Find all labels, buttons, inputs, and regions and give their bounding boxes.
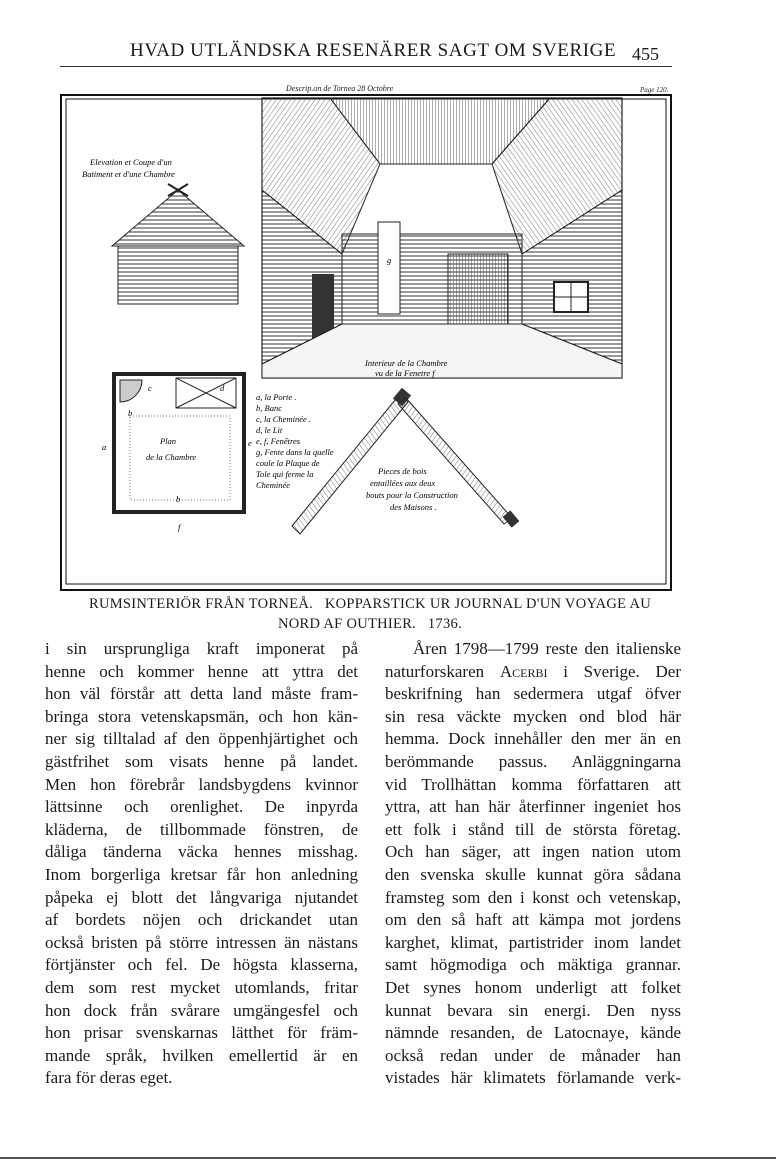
legend-item: Cheminée — [256, 480, 290, 490]
caption-line1: RUMSINTERIÖR FRÅN TORNEÅ. KOPPARSTICK UR JOURNAL D'UN VOYAGE AU — [88, 596, 652, 612]
legend-item: d, le Lit — [256, 425, 283, 435]
body-line: hon dock från svårare umgängesfel och — [45, 1000, 358, 1020]
plan-letter-d: d — [220, 383, 225, 393]
body-line: ner sig tilltalad af den öppenhjärtighet och — [45, 729, 358, 749]
body-line: Och han säger, att ingen nation utom — [385, 842, 681, 862]
beams-label-line: des Maisons . — [390, 502, 437, 512]
plan-letter-b: b — [128, 408, 133, 418]
text-fragment: naturforskaren — [385, 661, 485, 681]
text-fragment: i Sverige. Der — [563, 661, 682, 681]
body-line: Det synes honom underligt att folket — [385, 977, 681, 997]
body-line: yttra, att han här återfinner ingeniet hos — [385, 797, 681, 817]
elevation-label-line2: Batiment et d'une Chambre — [82, 169, 175, 179]
body-line: sin resa väckte mycken ond blod här — [385, 706, 681, 726]
author-name: Acerbi — [499, 661, 548, 681]
body-line: kunnat bevara sin energi. Den nyss — [385, 1000, 681, 1020]
body-line — [385, 661, 681, 684]
body-line: också bristen på större intressen än nästans — [45, 932, 358, 952]
floor-plan-drawing — [102, 374, 252, 532]
body-line: den svenska skulle kunnat göra sådana — [385, 864, 681, 884]
scan-edge — [0, 1157, 776, 1159]
body-line: Men hon förebrår landsbygdens kvinnor — [45, 774, 358, 794]
beams-drawing — [292, 388, 519, 534]
legend-item: a, la Porte . — [256, 392, 297, 402]
beams-label-line: entaillées aux deux — [370, 478, 436, 488]
body-line: förtjänster och fel. De högsta klasserna, — [45, 955, 358, 975]
body-line: vistades här klimatets förlamande verk- — [385, 1068, 681, 1088]
caption-line2: NORD AF OUTHIER. 1736. — [277, 616, 463, 632]
elevation-label-line1: Elevation et Coupe d'un — [90, 157, 172, 167]
body-column-right — [385, 638, 681, 1090]
body-line: i sin ursprungliga kraft imponerat på — [45, 639, 358, 658]
body-line: gästfrihet som visats henne på landet. — [45, 751, 358, 771]
running-head: HVAD UTLÄNDSKA RESENÄRER SAGT OM SVERIGE — [130, 40, 617, 61]
plan-letter-f: f — [178, 522, 181, 532]
page-number: 455 — [632, 44, 659, 64]
body-line: beskrifning han sedermera utgaf öfver — [385, 684, 681, 704]
plan-letter-a: a — [102, 442, 107, 452]
body-line: nämnde resanden, de Latocnaye, kände — [385, 1023, 681, 1043]
body-line: framsteg som den i konst och vetenskap, — [385, 887, 681, 907]
body-line: dåliga tänderna väcka hennes misshag. — [45, 842, 358, 862]
interior-label-line1: Interieur de la Chambre — [365, 358, 448, 368]
body-line: henne och kommer henne att yttra det — [45, 661, 358, 681]
body-line: kläderna, de tillbommade fönstren, de — [45, 819, 358, 839]
body-line: vid Trollhättan komma författaren att — [385, 774, 681, 794]
legend-item: coule la Plaque de — [256, 458, 320, 468]
body-line: af bordets nöjen och drickandet utan — [45, 910, 358, 930]
plate-legend — [256, 392, 334, 490]
body-line: hon prisar svenskarnas lätthet för främ- — [45, 1023, 358, 1043]
body-line: fara för deras eget. — [45, 1068, 173, 1088]
legend-item: b, Banc — [256, 403, 282, 413]
body-line: också redan under de månader han — [385, 1045, 681, 1065]
legend-item: e, f, Fenêtres — [256, 436, 301, 446]
header-rule — [60, 66, 672, 67]
legend-item: Tole qui ferme la — [256, 469, 314, 479]
body-line: karghet, klimat, partistrider inom landet — [385, 932, 681, 952]
body-line: berömmande passus. Anläggningarna — [385, 751, 681, 771]
engraving-plate — [60, 94, 672, 591]
plan-letter-e: e — [248, 438, 252, 448]
beams-label-line: bouts pour la Construction — [366, 490, 458, 500]
body-line: Inom borgerliga kretsar får hon anledning — [45, 864, 358, 884]
plan-letter-b-bottom: b — [176, 494, 181, 504]
beams-label-line: Pieces de bois — [378, 466, 427, 476]
plan-label-line1: Plan — [160, 436, 177, 446]
body-line: mande språk, hvilken emellertid är en — [45, 1045, 358, 1065]
legend-item: c, la Cheminée . — [256, 414, 311, 424]
body-line: ett folk i stånd till de största företag. — [385, 819, 681, 839]
plate-caption — [40, 594, 700, 634]
body-line: bringa stora vetenskapsmän, och hon kän- — [45, 706, 358, 726]
body-line: om den så haft att kämpa mot jordens — [385, 910, 681, 930]
engraving-illustration — [60, 94, 672, 591]
body-line: påpeka ej blott det långvariga njutandet — [45, 887, 358, 907]
body-line: dem som rest mycket utomlands, fritar — [45, 977, 358, 997]
plan-letter-c: c — [148, 383, 152, 393]
elevation-drawing — [82, 157, 244, 304]
interior-marker: g — [387, 255, 392, 265]
body-line: samt högmodiga och mäktiga grannar. — [385, 955, 681, 975]
body-line: Åren 1798—1799 reste den italienske — [413, 639, 681, 658]
plate-top-label: Descrip.on de Tornea 28 Octobre — [286, 84, 394, 93]
body-line: hemma. Dock innehåller den mer än en — [385, 729, 681, 749]
plan-label-line2: de la Chambre — [146, 452, 197, 462]
interior-label-line2: vu de la Fenetre f — [375, 368, 435, 378]
plate-page-label: Page 120. — [640, 86, 669, 94]
body-line: lättsinne och orenlighet. De inpyrda — [45, 797, 358, 817]
interior-drawing — [262, 98, 622, 378]
legend-item: g, Fente dans la quelle — [256, 447, 334, 457]
body-column-left — [45, 638, 358, 1090]
body-line: hon väl förstår att detta land måste fram- — [45, 684, 358, 704]
